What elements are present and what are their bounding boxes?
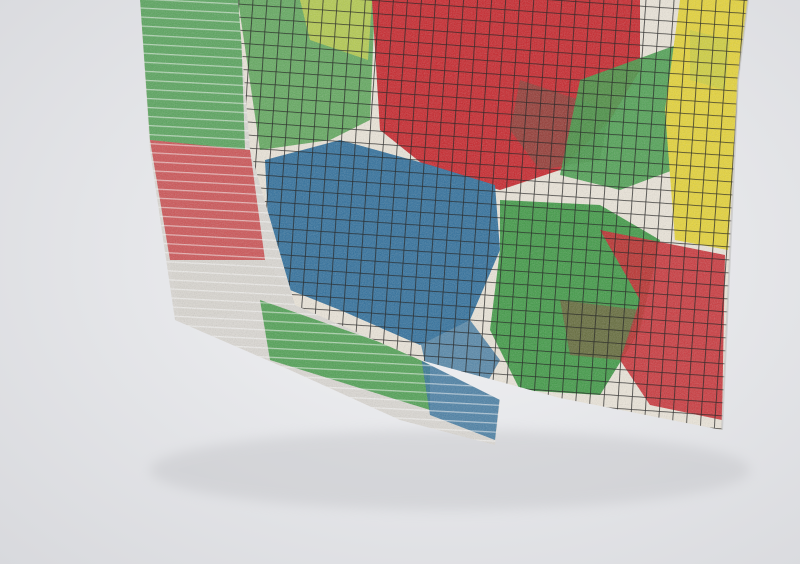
- floor-shadow: [150, 430, 750, 510]
- front-fabric-sample: [200, 0, 780, 460]
